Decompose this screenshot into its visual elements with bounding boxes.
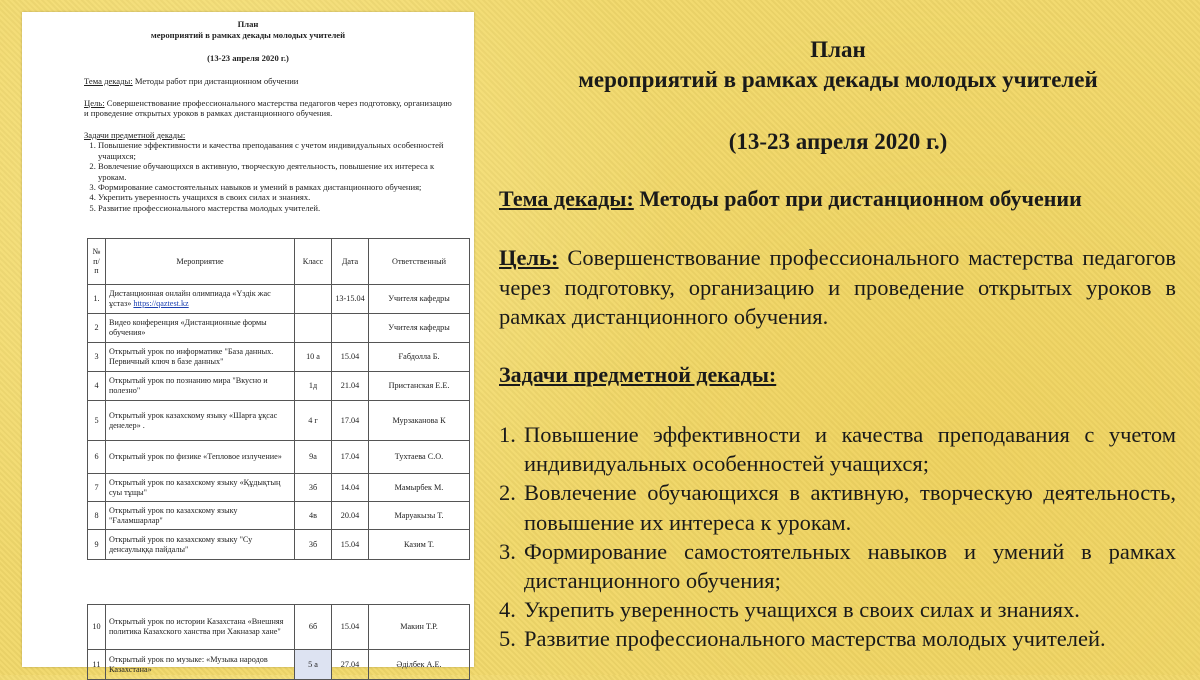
table-row — [88, 650, 470, 680]
cell-num: 8 — [88, 502, 106, 530]
doc-theme — [84, 76, 452, 86]
table-row — [88, 314, 470, 343]
theme-text: Методы работ при дистанционном обучении — [633, 186, 1082, 211]
cell-num: 2 — [88, 314, 106, 343]
cell-class — [295, 314, 332, 343]
cell-class: 1д — [295, 372, 332, 401]
doc-goal-label: Цель: — [84, 98, 105, 108]
cell-date — [332, 314, 369, 343]
cell-num: 3 — [88, 343, 106, 372]
slide-dates: (13-23 апреля 2020 г.) — [728, 129, 948, 154]
cell-class: 4 г — [295, 401, 332, 441]
cell-event: Открытый урок по казахскому языку "Су денсаулыққа пайдалы" — [106, 530, 295, 560]
document-scan — [22, 12, 474, 674]
cell-event: Открытый урок казахскому языку «Шарға ұқсас денелер» . — [106, 401, 295, 441]
cell-class: 4в — [295, 502, 332, 530]
table-row — [88, 401, 470, 441]
cell-class: 9а — [295, 441, 332, 474]
list-item — [499, 537, 1176, 595]
cell-event — [106, 285, 295, 314]
cell-date: 14.04 — [332, 474, 369, 502]
doc-theme-text: Методы работ при дистанционном обучении — [132, 76, 299, 86]
table-row — [88, 285, 470, 314]
cell-num: 4 — [88, 372, 106, 401]
task-number: 1. — [499, 422, 516, 447]
qaztest-link[interactable]: https://qaztest.kz — [133, 299, 189, 308]
cell-date: 17.04 — [332, 441, 369, 474]
cell-num: 7 — [88, 474, 106, 502]
doc-task: 1. Повышение эффективности и качества преподавания с учетом индивидуальных особенностей учащихся; — [98, 140, 452, 161]
cell-date: 15.04 — [332, 343, 369, 372]
doc-title: План — [237, 19, 259, 29]
table-row — [88, 441, 470, 474]
cell-num: 1. — [88, 285, 106, 314]
cell-event: Открытый урок по познанию мира "Вкусно и полезно" — [106, 372, 295, 401]
task-number: 2. — [499, 480, 516, 506]
table-row — [88, 502, 470, 530]
cell-date: 21.04 — [332, 372, 369, 401]
cell-event: Видео конференция «Дистанционные формы обучения» — [106, 314, 295, 343]
table-row — [88, 343, 470, 372]
task-number: 4. — [499, 597, 516, 623]
doc-task: 4. Укрепить уверенность учащихся в своих силах и знаниях. — [98, 192, 452, 202]
slide-goal — [499, 243, 1176, 332]
doc-subtitle: мероприятий в рамках декады молодых учителей — [150, 30, 346, 40]
slide-subtitle: мероприятий в рамках декады молодых учителей — [578, 67, 1098, 92]
cell-num: 10 — [88, 605, 106, 650]
task-number: 5. — [499, 626, 516, 652]
cell-event: Открытый урок по музыке: «Музыка народов Казахстана» — [106, 650, 295, 680]
cell-date: 17.04 — [332, 401, 369, 441]
cell-date: 15.04 — [332, 605, 369, 650]
goal-text: Совершенствование профессионального мастерства педагогов через подготовку, организацию и проведение открытых уроков в рамках дистанционного обучения. — [499, 245, 1176, 329]
cell-class: 10 а — [295, 343, 332, 372]
doc-task: 2. Вовлечение обучающихся в активную, творческую деятельность, повышение их интереса к урокам. — [98, 161, 452, 182]
cell-responsible: Учителя кафедры — [369, 314, 470, 343]
goal-label: Цель: — [499, 245, 559, 270]
cell-responsible: Ғабдолла Б. — [369, 343, 470, 372]
cell-event: Открытый урок по казахскому языку «Құдықтың суы тұщы" — [106, 474, 295, 502]
tasks-heading: Задачи предметной декады: — [499, 362, 777, 387]
cell-event: Открытый урок по истории Казахстана «Внешняя политика Казахского ханства при Хакназар хане" — [106, 605, 295, 650]
cell-responsible: Әділбек А.Е. — [369, 650, 470, 680]
task-text: Вовлечение обучающихся в активную, творческую деятельность, повышение их интереса к урокам. — [524, 480, 1176, 535]
cell-num: 6 — [88, 441, 106, 474]
cell-responsible: Мамырбек М. — [369, 474, 470, 502]
cell-event: Открытый урок по казахскому языку "Ғаламшарлар" — [106, 502, 295, 530]
cell-event-text: Дистанционная онлайн олимпиада «Үздік жас ұстаз» — [109, 289, 271, 308]
list-item — [499, 420, 1176, 478]
col-header-responsible: Ответственный — [369, 239, 470, 285]
cell-event: Открытый урок по информатике "База данных. Первичный ключ в базе данных" — [106, 343, 295, 372]
doc-tasks-label: Задачи предметной декады: — [84, 130, 186, 140]
col-header-class: Класс — [295, 239, 332, 285]
table-row — [88, 605, 470, 650]
slide-title: План — [810, 37, 866, 62]
cell-responsible: Маруакызы Т. — [369, 502, 470, 530]
slide-theme — [499, 186, 1082, 212]
cell-date: 20.04 — [332, 502, 369, 530]
cell-responsible: Макин Т.Р. — [369, 605, 470, 650]
col-header-date: Дата — [332, 239, 369, 285]
doc-theme-label: Тема декады: — [84, 76, 133, 86]
list-item — [499, 595, 1176, 624]
task-text: Развитие профессионального мастерства молодых учителей. — [524, 626, 1106, 652]
cell-num: 9 — [88, 530, 106, 560]
doc-tasks — [84, 130, 452, 213]
cell-num: 5 — [88, 401, 106, 441]
doc-task: 5. Развитие профессионального мастерства молодых учителей. — [98, 203, 452, 213]
doc-dates: (13-23 апреля 2020 г.) — [207, 53, 289, 63]
tasks-list — [499, 420, 1176, 654]
cell-class: 6б — [295, 605, 332, 650]
cell-date: 13-15.04 — [332, 285, 369, 314]
events-table-continued — [87, 604, 470, 680]
theme-label: Тема декады: — [499, 186, 634, 211]
cell-responsible: Пристанская Е.Е. — [369, 372, 470, 401]
table-row — [88, 372, 470, 401]
list-item — [499, 624, 1176, 653]
task-text: Укрепить уверенность учащихся в своих силах и знаниях. — [524, 597, 1080, 623]
task-number: 3. — [499, 538, 516, 564]
task-text: Повышение эффективности и качества преподавания с учетом индивидуальных особенностей учащихся; — [524, 422, 1176, 477]
cell-date: 27.04 — [332, 650, 369, 680]
doc-goal-text: Совершенствование профессионального мастерства педагогов через подготовку, организацию и проведение открытых уроков в рамках дистанционного обучения. — [84, 98, 452, 119]
cell-event: Открытый урок по физике «Тепловое излучение» — [106, 441, 295, 474]
cell-class — [295, 285, 332, 314]
cell-class: 3б — [295, 474, 332, 502]
cell-responsible: Тухтаева С.О. — [369, 441, 470, 474]
cell-date: 15.04 — [332, 530, 369, 560]
table-row — [88, 474, 470, 502]
list-item — [499, 478, 1176, 536]
doc-task: 3. Формирование самостоятельных навыков и умений в рамках дистанционного обучения; — [98, 182, 452, 192]
col-header-num: № п/п — [88, 239, 106, 285]
col-header-event: Мероприятие — [106, 239, 295, 285]
cell-num: 11 — [88, 650, 106, 680]
cell-class: 3б — [295, 530, 332, 560]
cell-responsible: Мурзаканова К — [369, 401, 470, 441]
cell-responsible: Учителя кафедры — [369, 285, 470, 314]
task-text: Формирование самостоятельных навыков и умений в рамках дистанционного обучения; — [524, 538, 1176, 594]
cell-class: 5 а — [295, 650, 332, 680]
cell-responsible: Казим Т. — [369, 530, 470, 560]
events-table — [87, 238, 470, 560]
table-row — [88, 530, 470, 560]
doc-goal — [84, 98, 452, 119]
